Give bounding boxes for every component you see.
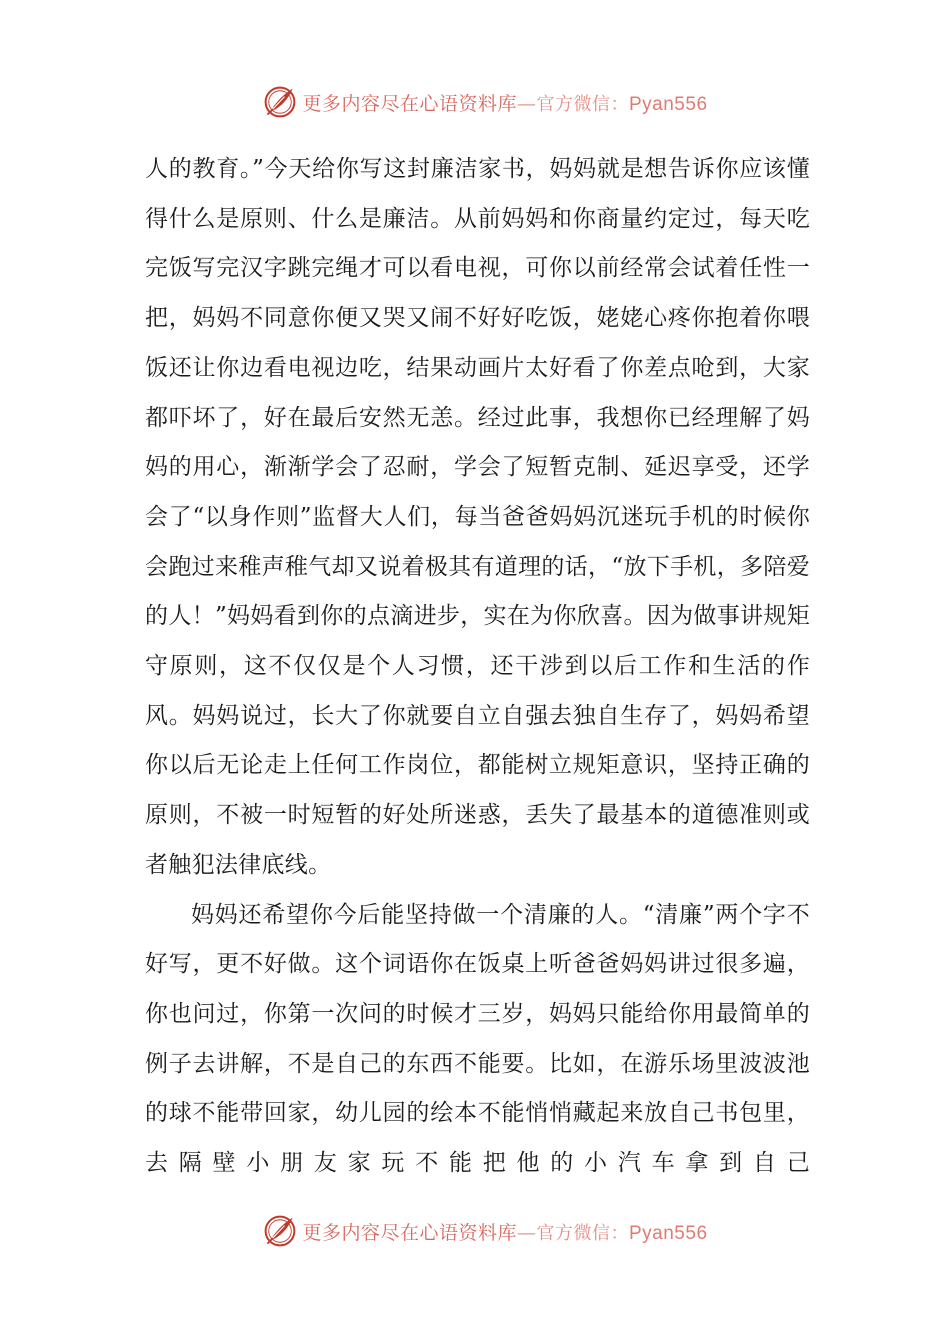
header-wechat-label: 官方微信： (536, 93, 629, 115)
footer-banner-content (262, 1213, 707, 1249)
header-site-text: 更多内容尽在心语资料库 (302, 92, 517, 115)
footer-dash: — (517, 1221, 537, 1244)
paragraph-2: 妈妈还希望你今后能坚持做一个清廉的人。“清廉”两个字不好写，更不好做。这个词语你在饭桌上听爸爸妈妈讲过很多遍，你也问过，你第一次问的时候才三岁，妈妈只能给你用最简单的例子去讲解，不是自己的东西不能要。比如，在游乐场里波波池的球不能带回家，幼儿园的绘本不能悄悄藏起来放自己书包里，去隔壁小朋友家玩不能把他的小汽车拿到自己 (145, 901, 810, 1177)
header-banner (0, 82, 950, 122)
footer-wechat-id: Pyan556 (629, 1222, 708, 1244)
footer-banner-text (302, 1218, 707, 1245)
footer-wechat-label: 官方微信： (536, 1222, 629, 1244)
paragraph-1: 人的教育。”今天给你写这封廉洁家书，妈妈就是想告诉你应该懂得什么是原则、什么是廉洁。从前妈妈和你商量约定过，每天吃完饭写完汉字跳完绳才可以看电视，可你以前经常会试着任性一把，妈妈不同意你便又哭又闹不好好吃饭，姥姥心疼你抱着你喂饭还让你边看电视边吃，结果动画片太好看了你差点呛到，大家都吓坏了，好在最后安然无恙。经过此事，我想你已经理解了妈妈的用心，渐渐学会了忍耐，学会了短暂克制、延迟享受，还学会了“以身作则”监督大人们，每当爸爸妈妈沉迷玩手机的时候你会跑过来稚声稚气却又说着极其有道理的话，“放下手机，多陪爱的人！”妈妈看到你的点滴进步，实在为你欣喜。因为做事讲规矩守原则，这不仅仅是个人习惯，还干涉到以后工作和生活的作风。妈妈说过，长大了你就要自立自强去独自生存了，妈妈希望你以后无论走上任何工作岗位，都能树立规矩意识，坚持正确的原则，不被一时短暂的好处所迷惑，丢失了最基本的道德准则或者触犯法律底线。 (145, 156, 810, 878)
footer-banner (0, 1211, 950, 1251)
header-dash: — (517, 92, 537, 115)
header-wechat-id: Pyan556 (629, 93, 708, 115)
document-body (145, 145, 810, 1189)
feather-pen-logo-icon (262, 1213, 298, 1249)
feather-pen-logo-icon (262, 84, 298, 120)
footer-site-text: 更多内容尽在心语资料库 (302, 1221, 517, 1244)
header-banner-content (262, 84, 707, 120)
header-banner-text (302, 89, 707, 116)
